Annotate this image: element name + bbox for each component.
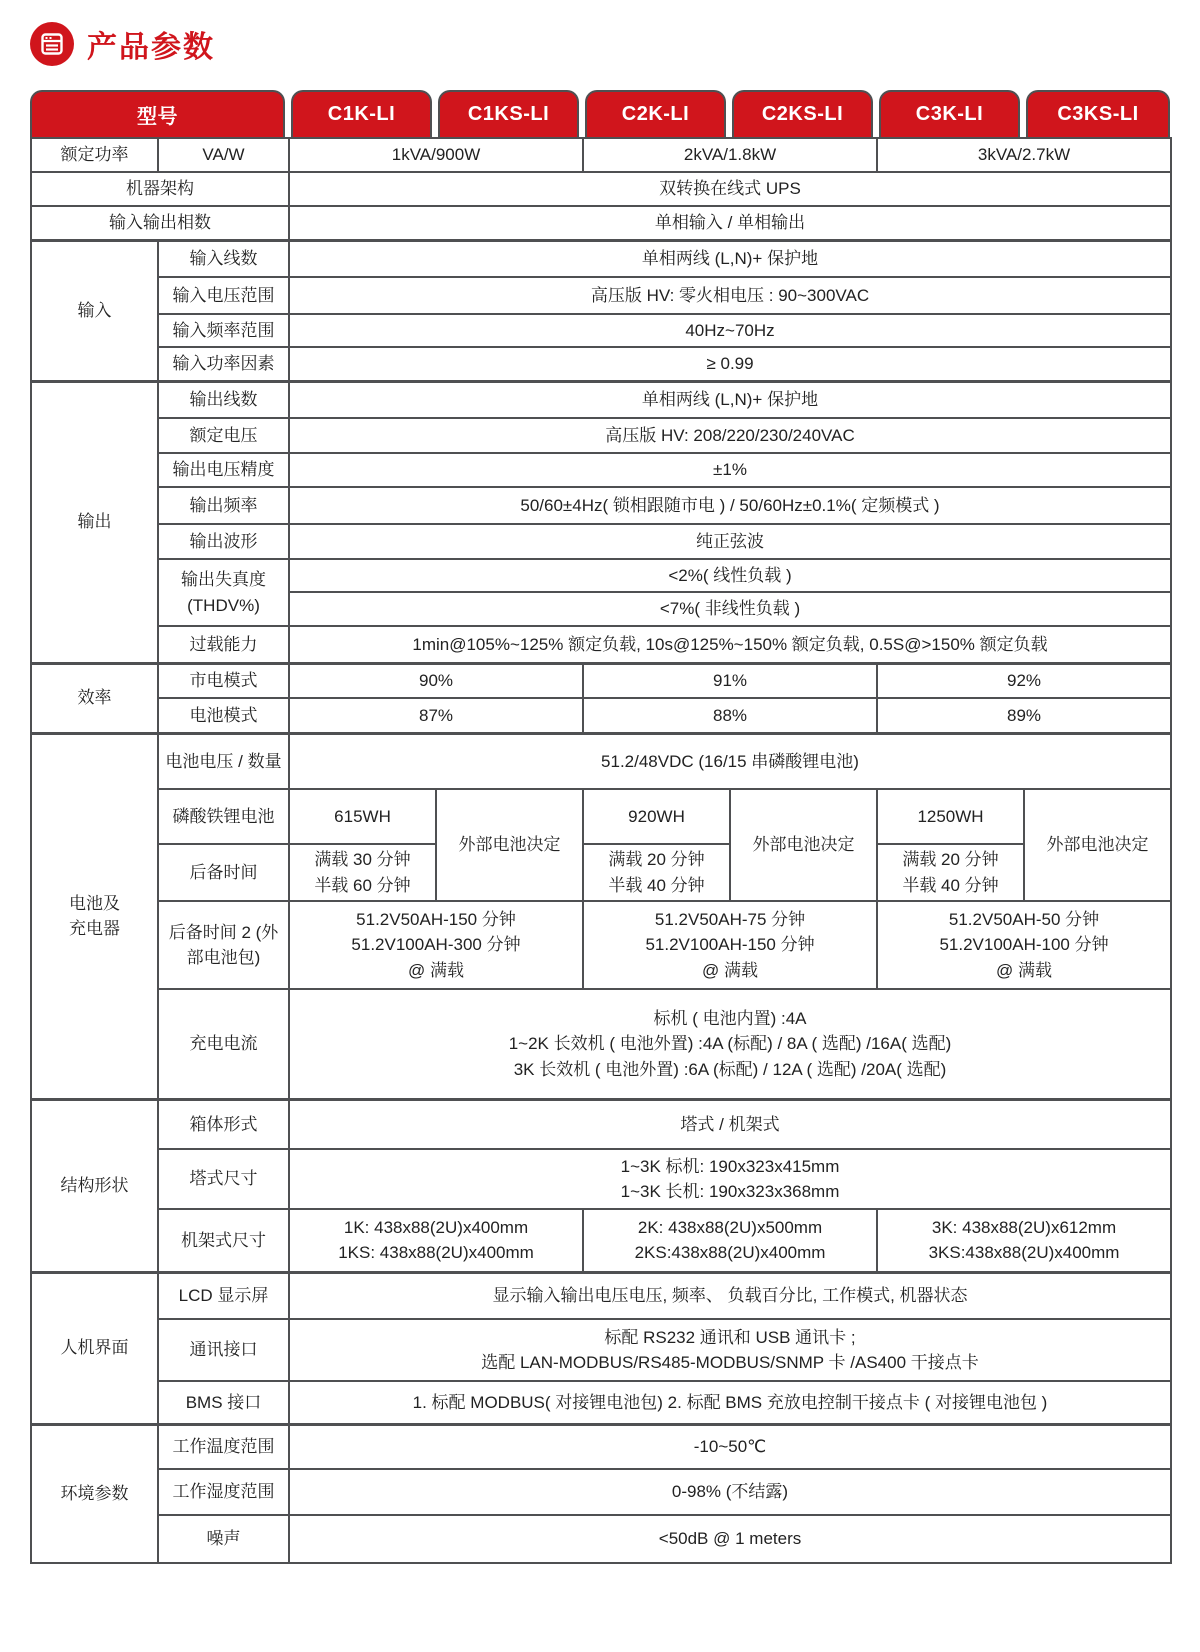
cell-output-freq-value: 50/60±4Hz( 锁相跟随市电 ) / 50/60Hz±0.1%( 定频模式 ) [289,487,1171,524]
cell-backup-3k: 满载 20 分钟 半载 40 分钟 [877,844,1024,901]
cell-rated-power-unit: VA/W [158,138,289,172]
cell-input-freq-value: 40Hz~70Hz [289,314,1171,347]
section-header [30,20,1170,68]
cell-overload-label: 过载能力 [158,626,289,663]
group-label-hmi: 人机界面 [31,1272,158,1424]
group-label-structure: 结构形状 [31,1099,158,1272]
cell-backup2-1k: 51.2V50AH-150 分钟 51.2V100AH-300 分钟 @ 满载 [289,901,583,989]
cell-bat-voltage-value: 51.2/48VDC (16/15 串磷酸锂电池) [289,733,1171,789]
cell-thd-nonlinear: <7%( 非线性负载 ) [289,592,1171,626]
cell-output-freq-label: 输出频率 [158,487,289,524]
model-tab-c1k-li: C1K-LI [291,90,432,137]
cell-bat-voltage-label: 电池电压 / 数量 [158,733,289,789]
cell-input-voltage-value: 高压版 HV: 零火相电压 : 90~300VAC [289,277,1171,314]
cell-noise-label: 噪声 [158,1515,289,1563]
cell-backup-label: 后备时间 [158,844,289,901]
cell-charge-label: 充电电流 [158,989,289,1099]
cell-backup-2k: 满载 20 分钟 半载 40 分钟 [583,844,730,901]
cell-comm-label: 通讯接口 [158,1319,289,1381]
cell-bms-value: 1. 标配 MODBUS( 对接锂电池包) 2. 标配 BMS 充放电控制干接点卡 ( 对接锂电池包 ) [289,1381,1171,1424]
cell-comm-value: 标配 RS232 通讯和 USB 通讯卡 ; 选配 LAN-MODBUS/RS485-MODBUS/SNMP 卡 /AS400 干接点卡 [289,1319,1171,1381]
cell-input-pf-label: 输入功率因素 [158,347,289,381]
cell-humidity-label: 工作湿度范围 [158,1469,289,1515]
cell-tower-label: 塔式尺寸 [158,1149,289,1209]
cell-lcd-label: LCD 显示屏 [158,1272,289,1319]
cell-output-precision-value: ±1% [289,453,1171,487]
cell-bat-external-1ks: 外部电池决定 [436,789,583,901]
cell-output-voltage-label: 额定电压 [158,418,289,453]
cell-eff-bat-label: 电池模式 [158,698,289,733]
group-label-efficiency: 效率 [31,663,158,733]
cell-input-pf-value: ≥ 0.99 [289,347,1171,381]
cell-bat-capacity-2k: 920WH [583,789,730,844]
cell-bms-label: BMS 接口 [158,1381,289,1424]
cell-input-lines-value: 单相两线 (L,N)+ 保护地 [289,240,1171,277]
cell-output-precision-label: 输出电压精度 [158,453,289,487]
cell-phases-label: 输入输出相数 [31,206,289,240]
cell-output-lines-value: 单相两线 (L,N)+ 保护地 [289,381,1171,418]
cell-phases-value: 单相输入 / 单相输出 [289,206,1171,240]
cell-lcd-value: 显示输入输出电压电压, 频率、 负载百分比, 工作模式, 机器状态 [289,1272,1171,1319]
cell-thd-label: 输出失真度 (THDV%) [158,559,289,626]
cell-box-value: 塔式 / 机架式 [289,1099,1171,1149]
cell-output-lines-label: 输出线数 [158,381,289,418]
cell-overload-value: 1min@105%~125% 额定负载, 10s@125%~150% 额定负载, 0.5S@>150% 额定负载 [289,626,1171,663]
cell-rack-label: 机架式尺寸 [158,1209,289,1272]
cell-bat-external-2ks: 外部电池决定 [730,789,877,901]
cell-eff-ac-1k: 90% [289,663,583,698]
page-title: 产品参数 [87,31,215,64]
cell-output-wave-value: 纯正弦波 [289,524,1171,559]
cell-rated-power-1k: 1kVA/900W [289,138,583,172]
cell-rack-2k: 2K: 438x88(2U)x500mm 2KS:438x88(2U)x400mm [583,1209,877,1272]
cell-humidity-value: 0-98% (不结露) [289,1469,1171,1515]
cell-architecture-label: 机器架构 [31,172,289,206]
cell-backup2-2k: 51.2V50AH-75 分钟 51.2V100AH-150 分钟 @ 满载 [583,901,877,989]
cell-box-label: 箱体形式 [158,1099,289,1149]
cell-architecture-value: 双转换在线式 UPS [289,172,1171,206]
cell-noise-value: <50dB @ 1 meters [289,1515,1171,1563]
model-column-header: 型号 [30,90,285,137]
cell-rated-power-3k: 3kVA/2.7kW [877,138,1171,172]
cell-backup-1k: 满载 30 分钟 半载 60 分钟 [289,844,436,901]
cell-bat-capacity-3k: 1250WH [877,789,1024,844]
document-list-icon [30,22,74,66]
cell-tower-value: 1~3K 标机: 190x323x415mm 1~3K 长机: 190x323x368mm [289,1149,1171,1209]
model-tab-c3k-li: C3K-LI [879,90,1020,137]
cell-input-lines-label: 输入线数 [158,240,289,277]
spec-table [30,137,1172,1564]
cell-eff-bat-2k: 88% [583,698,877,733]
cell-backup2-3k: 51.2V50AH-50 分钟 51.2V100AH-100 分钟 @ 满载 [877,901,1171,989]
cell-rack-3k: 3K: 438x88(2U)x612mm 3KS:438x88(2U)x400mm [877,1209,1171,1272]
model-header-row [30,90,1170,137]
cell-bat-external-3ks: 外部电池决定 [1024,789,1171,901]
cell-backup2-label: 后备时间 2 (外部电池包) [158,901,289,989]
cell-output-wave-label: 输出波形 [158,524,289,559]
model-tab-c1ks-li: C1KS-LI [438,90,579,137]
cell-rated-power-2k: 2kVA/1.8kW [583,138,877,172]
cell-input-freq-label: 输入频率范围 [158,314,289,347]
cell-output-voltage-value: 高压版 HV: 208/220/230/240VAC [289,418,1171,453]
group-label-input: 输入 [31,240,158,381]
cell-eff-ac-2k: 91% [583,663,877,698]
cell-temp-value: -10~50℃ [289,1424,1171,1469]
model-tab-c3ks-li: C3KS-LI [1026,90,1170,137]
cell-input-voltage-label: 输入电压范围 [158,277,289,314]
cell-thd-linear: <2%( 线性负载 ) [289,559,1171,592]
cell-eff-ac-label: 市电模式 [158,663,289,698]
cell-temp-label: 工作温度范围 [158,1424,289,1469]
cell-eff-bat-3k: 89% [877,698,1171,733]
cell-eff-bat-1k: 87% [289,698,583,733]
group-label-environment: 环境参数 [31,1424,158,1563]
cell-charge-value: 标机 ( 电池内置) :4A 1~2K 长效机 ( 电池外置) :4A (标配) / 8A ( 选配) /16A( 选配) 3K 长效机 ( 电池外置) :6A (标配) / 12A ( 选配) /20A( 选配) [289,989,1171,1099]
cell-rated-power-label: 额定功率 [31,138,158,172]
model-tab-c2k-li: C2K-LI [585,90,726,137]
cell-rack-1k: 1K: 438x88(2U)x400mm 1KS: 438x88(2U)x400mm [289,1209,583,1272]
model-tab-c2ks-li: C2KS-LI [732,90,873,137]
cell-bat-capacity-label: 磷酸铁锂电池 [158,789,289,844]
group-label-output: 输出 [31,381,158,663]
group-label-battery: 电池及充电器 [31,733,158,1099]
cell-eff-ac-3k: 92% [877,663,1171,698]
cell-bat-capacity-1k: 615WH [289,789,436,844]
